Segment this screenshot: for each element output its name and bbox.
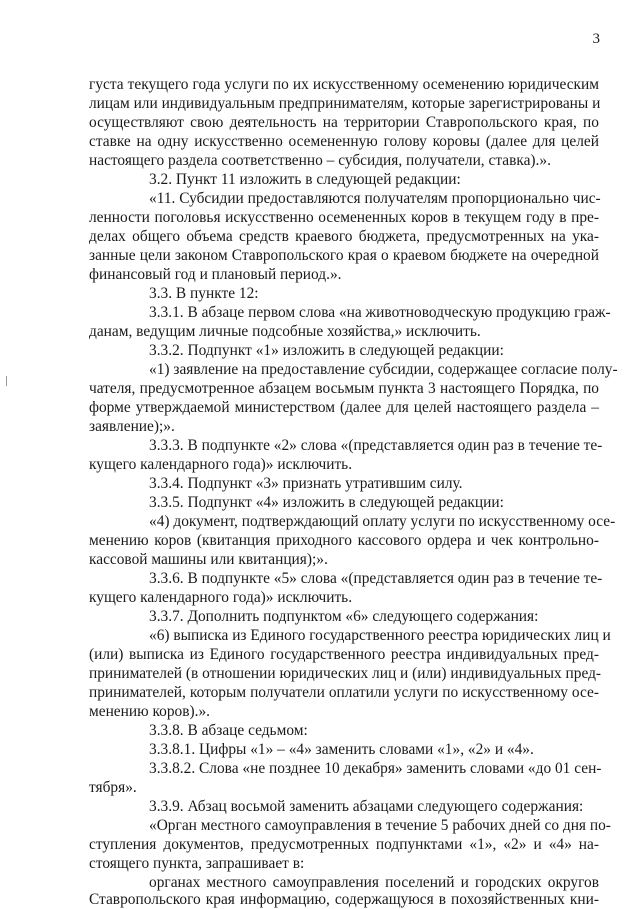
text-line: менению коров).». — [89, 703, 211, 720]
text-line: 3.3.8. В абзаце седьмом: — [149, 722, 308, 739]
text-line: заявление);». — [89, 418, 175, 435]
text-line: форме утверждаемой министерством (далее для целей настоящего раздела – — [89, 399, 599, 416]
text-line: осуществляют свою деятельность на территории Ставропольского края, по — [89, 114, 599, 131]
text-line: густа текущего года услуги по их искусственному осеменению юридическим — [89, 76, 599, 93]
text-line: 3.3.2. Подпункт «1» изложить в следующей редакции: — [149, 342, 504, 359]
text-line: 3.3.8.2. Слова «не позднее 10 декабря» заменить словами «до 01 сен- — [149, 760, 602, 777]
text-line: кущего календарного года)» исключить. — [89, 456, 353, 473]
text-line: «6) выписка из Единого государственного реестра юридических лиц и — [149, 627, 611, 644]
text-line: 3.3. В пункте 12: — [149, 285, 259, 302]
text-line: ленности поголовья искусственно осемененных коров в текущем году в пре- — [89, 209, 599, 226]
text-line: 3.3.8.1. Цифры «1» – «4» заменить словами «1», «2» и «4». — [149, 741, 534, 758]
text-line: кассовой машины или квитанция);». — [89, 551, 328, 568]
text-line: (или) выписка из Единого государственного реестра индивидуальных пред- — [89, 646, 599, 663]
text-line: финансовый год и плановый период.». — [89, 266, 342, 283]
text-line: 3.3.4. Подпункт «3» признать утратившим силу. — [149, 475, 463, 492]
text-line: «4) документ, подтверждающий оплату услуги по искусственному осе- — [149, 513, 616, 530]
text-line: занные цели законом Ставропольского края о краевом бюджете на очередной — [89, 247, 599, 264]
text-line: тября». — [89, 779, 137, 796]
text-line: Ставропольского края информацию, содержащуюся в похозяйственных кни- — [89, 891, 599, 908]
text-line: 3.3.3. В подпункте «2» слова «(представляется один раз в течение те- — [149, 437, 603, 454]
text-line: 3.3.9. Абзац восьмой заменить абзацами следующего содержания: — [149, 798, 584, 815]
text-line: принимателей, которым получатели оплатили услуги по искусственному осе- — [89, 684, 599, 701]
text-line: чателя, предусмотренное абзацем восьмым пункта 3 настоящего Порядка, по — [89, 380, 599, 397]
text-line: кущего календарного года)» исключить. — [89, 589, 353, 606]
text-line: лицам или индивидуальным предпринимателям, которые зарегистрированы и — [89, 95, 601, 112]
text-line: «11. Субсидии предоставляются получателям пропорционально чис- — [149, 190, 601, 207]
text-line: органах местного самоуправления поселений и городских округов — [149, 874, 599, 891]
text-line: данам, ведущим личные подсобные хозяйства,» исключить. — [89, 323, 481, 340]
page-number: 3 — [592, 31, 600, 47]
text-line: «1) заявление на предоставление субсидии, содержащее согласие полу- — [149, 361, 618, 378]
text-line: «Орган местного самоуправления в течение 5 рабочих дней со дня по- — [149, 817, 611, 834]
text-line: принимателей (в отношении юридических лиц и (или) индивидуальных пред- — [89, 665, 602, 682]
text-line: стоящего пункта, запрашивает в: — [89, 855, 305, 872]
text-line: 3.3.1. В абзаце первом слова «на животноводческую продукцию граж- — [149, 304, 611, 321]
text-line: делах общего объема средств краевого бюджета, предусмотренных на ука- — [89, 228, 599, 245]
text-line: 3.2. Пункт 11 изложить в следующей редакции: — [149, 171, 461, 188]
text-line: менению коров (квитанция приходного кассового ордера и чек контрольно- — [89, 532, 599, 549]
text-line: ступления документов, предусмотренных подпунктами «1», «2» и «4» на- — [89, 836, 599, 853]
text-line: ставке на одну искусственно осемененную голову коровы (далее для целей — [89, 133, 599, 150]
text-line: 3.3.7. Дополнить подпунктом «6» следующего содержания: — [149, 608, 539, 625]
text-line: 3.3.6. В подпункте «5» слова «(представляется один раз в течение те- — [149, 570, 603, 587]
text-line: 3.3.5. Подпункт «4» изложить в следующей редакции: — [149, 494, 504, 511]
text-line: настоящего раздела соответственно – субсидия, получатели, ставка).». — [89, 152, 551, 169]
margin-mark — [6, 376, 7, 386]
